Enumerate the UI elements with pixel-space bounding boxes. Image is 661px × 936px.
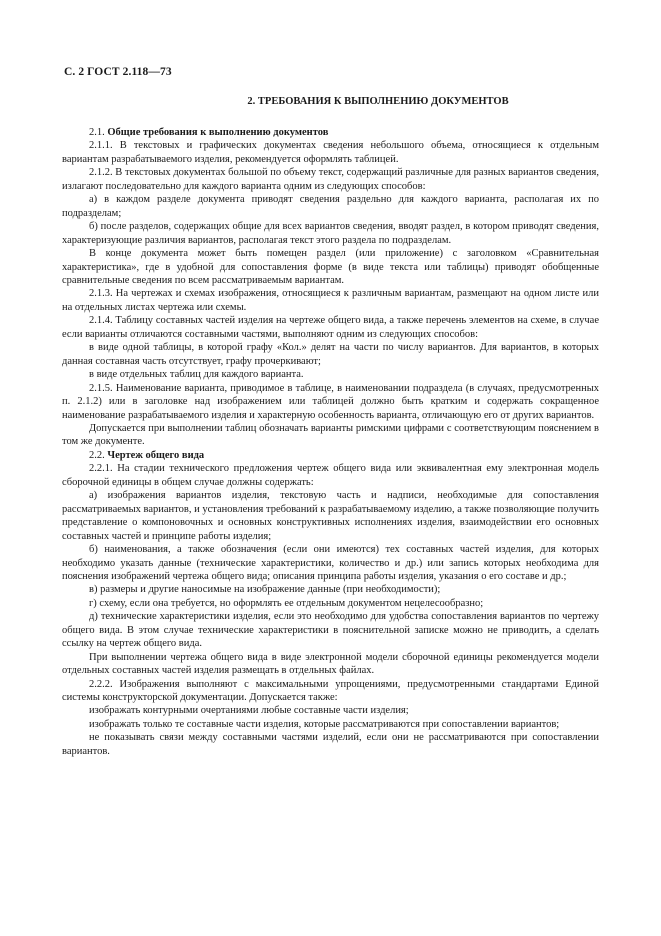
subsection-heading: [62, 126, 599, 139]
section-title: 2. ТРЕБОВАНИЯ К ВЫПОЛНЕНИЮ ДОКУМЕНТОВ: [247, 96, 509, 107]
list-item: в виде одной таблицы, в которой графу «Кол.» делят на части по числу вариантов. Для вариантов, в которых данная составная часть отсутствует, графу прочеркивают;: [62, 342, 599, 367]
subsection-title: Чертеж общего вида: [107, 449, 205, 461]
list-item: а) в каждом разделе документа приводят сведения раздельно для каждого варианта, располагая их по подразделам;: [62, 194, 599, 219]
list-item: в) размеры и другие наносимые на изображение данные (при необходимости);: [89, 584, 441, 596]
list-item: д) технические характеристики изделия, если это необходимо для удобства сопоставления вариантов по чертежу общего вида. В этом случае технические характеристики в пояснительной записке можно не приводить, а сделать ссылку на чертеж общего вида.: [62, 611, 599, 650]
paragraph: 2.1.4. Таблицу составных частей изделия на чертеже общего вида, а также перечень элементов на схеме, в случае если варианты отличаются составными частями, выполняют одним из следующих способов:: [62, 315, 599, 340]
list-item: изображать контурными очертаниями любые составные части изделия;: [89, 705, 409, 717]
subsection-heading: [62, 449, 599, 462]
list-item: б) наименования, а также обозначения (если они имеются) тех составных частей изделия, для которых необходимо указать данные (технические характеристики, количество и др.) или запись которых необходима для пояснения изображений чертежа общего вида; описания принципа работы изделия, указания о его составе и др.;: [62, 544, 599, 582]
paragraph: 2.1.3. На чертежах и схемах изображения, относящиеся к различным вариантам, размещают на одном листе или на отдельных листах чертежа или схемы.: [62, 288, 599, 313]
document-body: [62, 126, 599, 758]
list-item: в виде отдельных таблиц для каждого варианта.: [89, 369, 304, 381]
list-item: изображать только те составные части изделия, которые рассматриваются при сопоставлении вариантов;: [89, 718, 560, 730]
paragraph: В конце документа может быть помещен раздел (или приложение) с заголовком «Сравнительная характеристика», где в удобной для сопоставления форме (в виде текста или таблицы) приводят обобщенные сравнительные сведения по всем рассматриваемым вариантам.: [62, 248, 599, 286]
paragraph: При выполнении чертежа общего вида в виде электронной модели сборочной единицы рекомендуется модели отдельных составных частей изделия размещать в отдельных файлах.: [62, 651, 599, 677]
page-header: С. 2 ГОСТ 2.118—73: [64, 66, 172, 78]
paragraph: 2.1.1. В текстовых и графических документах сведения небольшого объема, относящиеся к отдельным вариантам разрабатываемого изделия, рекомендуется оформлять таблицей.: [62, 140, 599, 165]
paragraph: 2.1.2. В текстовых документах большой по объему текст, содержащий различные для разных вариантов сведения, излагают последовательно для каждого варианта одним из следующих способов:: [62, 167, 599, 192]
list-item: г) схему, если она требуется, но оформлять ее отдельным документом нецелесообразно;: [89, 597, 484, 609]
list-item: не показывать связи между составными частями изделий, если они не рассматриваются при сопоставлении вариантов.: [62, 732, 599, 757]
subsection-number: 2.1.: [89, 127, 105, 138]
paragraph: 2.2.2. Изображения выполняют с максимальными упрощениями, предусмотренными стандартами Единой системы конструкторской документации. Допускается также:: [62, 678, 599, 704]
paragraph: Допускается при выполнении таблиц обозначать варианты римскими цифрами с соответствующим пояснением в том же документе.: [62, 422, 599, 448]
list-item: б) после разделов, содержащих общие для всех вариантов сведения, вводят раздел, в котором приводят сведения, характеризующие различия вариантов, располагая текст этого раздела по подразделам.: [62, 221, 599, 246]
paragraph: 2.1.5. Наименование варианта, приводимое в таблице, в наименовании подраздела (в случаях, предусмотренных п. 2.1.2) или в заголовке над изображением или таблицей должно быть кратким и содержать сокращенное наименование разрабатываемого изделия и характерную особенность варианта, отличающую его от других вариантов.: [62, 382, 599, 421]
paragraph: 2.2.1. На стадии технического предложения чертеж общего вида или эквивалентная ему электронная модель сборочной единицы в общем случае должны содержать:: [62, 463, 599, 488]
subsection-title: Общие требования к выполнению документов: [107, 127, 329, 138]
list-item: а) изображения вариантов изделия, текстовую часть и надписи, необходимые для сопоставления рассматриваемых вариантов, и установления требований к разрабатываемому изделию, а также позволяющие получить представление о компоновочных и основных конструктивных исполнениях изделия, взаимодействии его основных составных частей и принципе работы изделия;: [62, 490, 599, 542]
subsection-number: 2.2.: [89, 449, 105, 461]
